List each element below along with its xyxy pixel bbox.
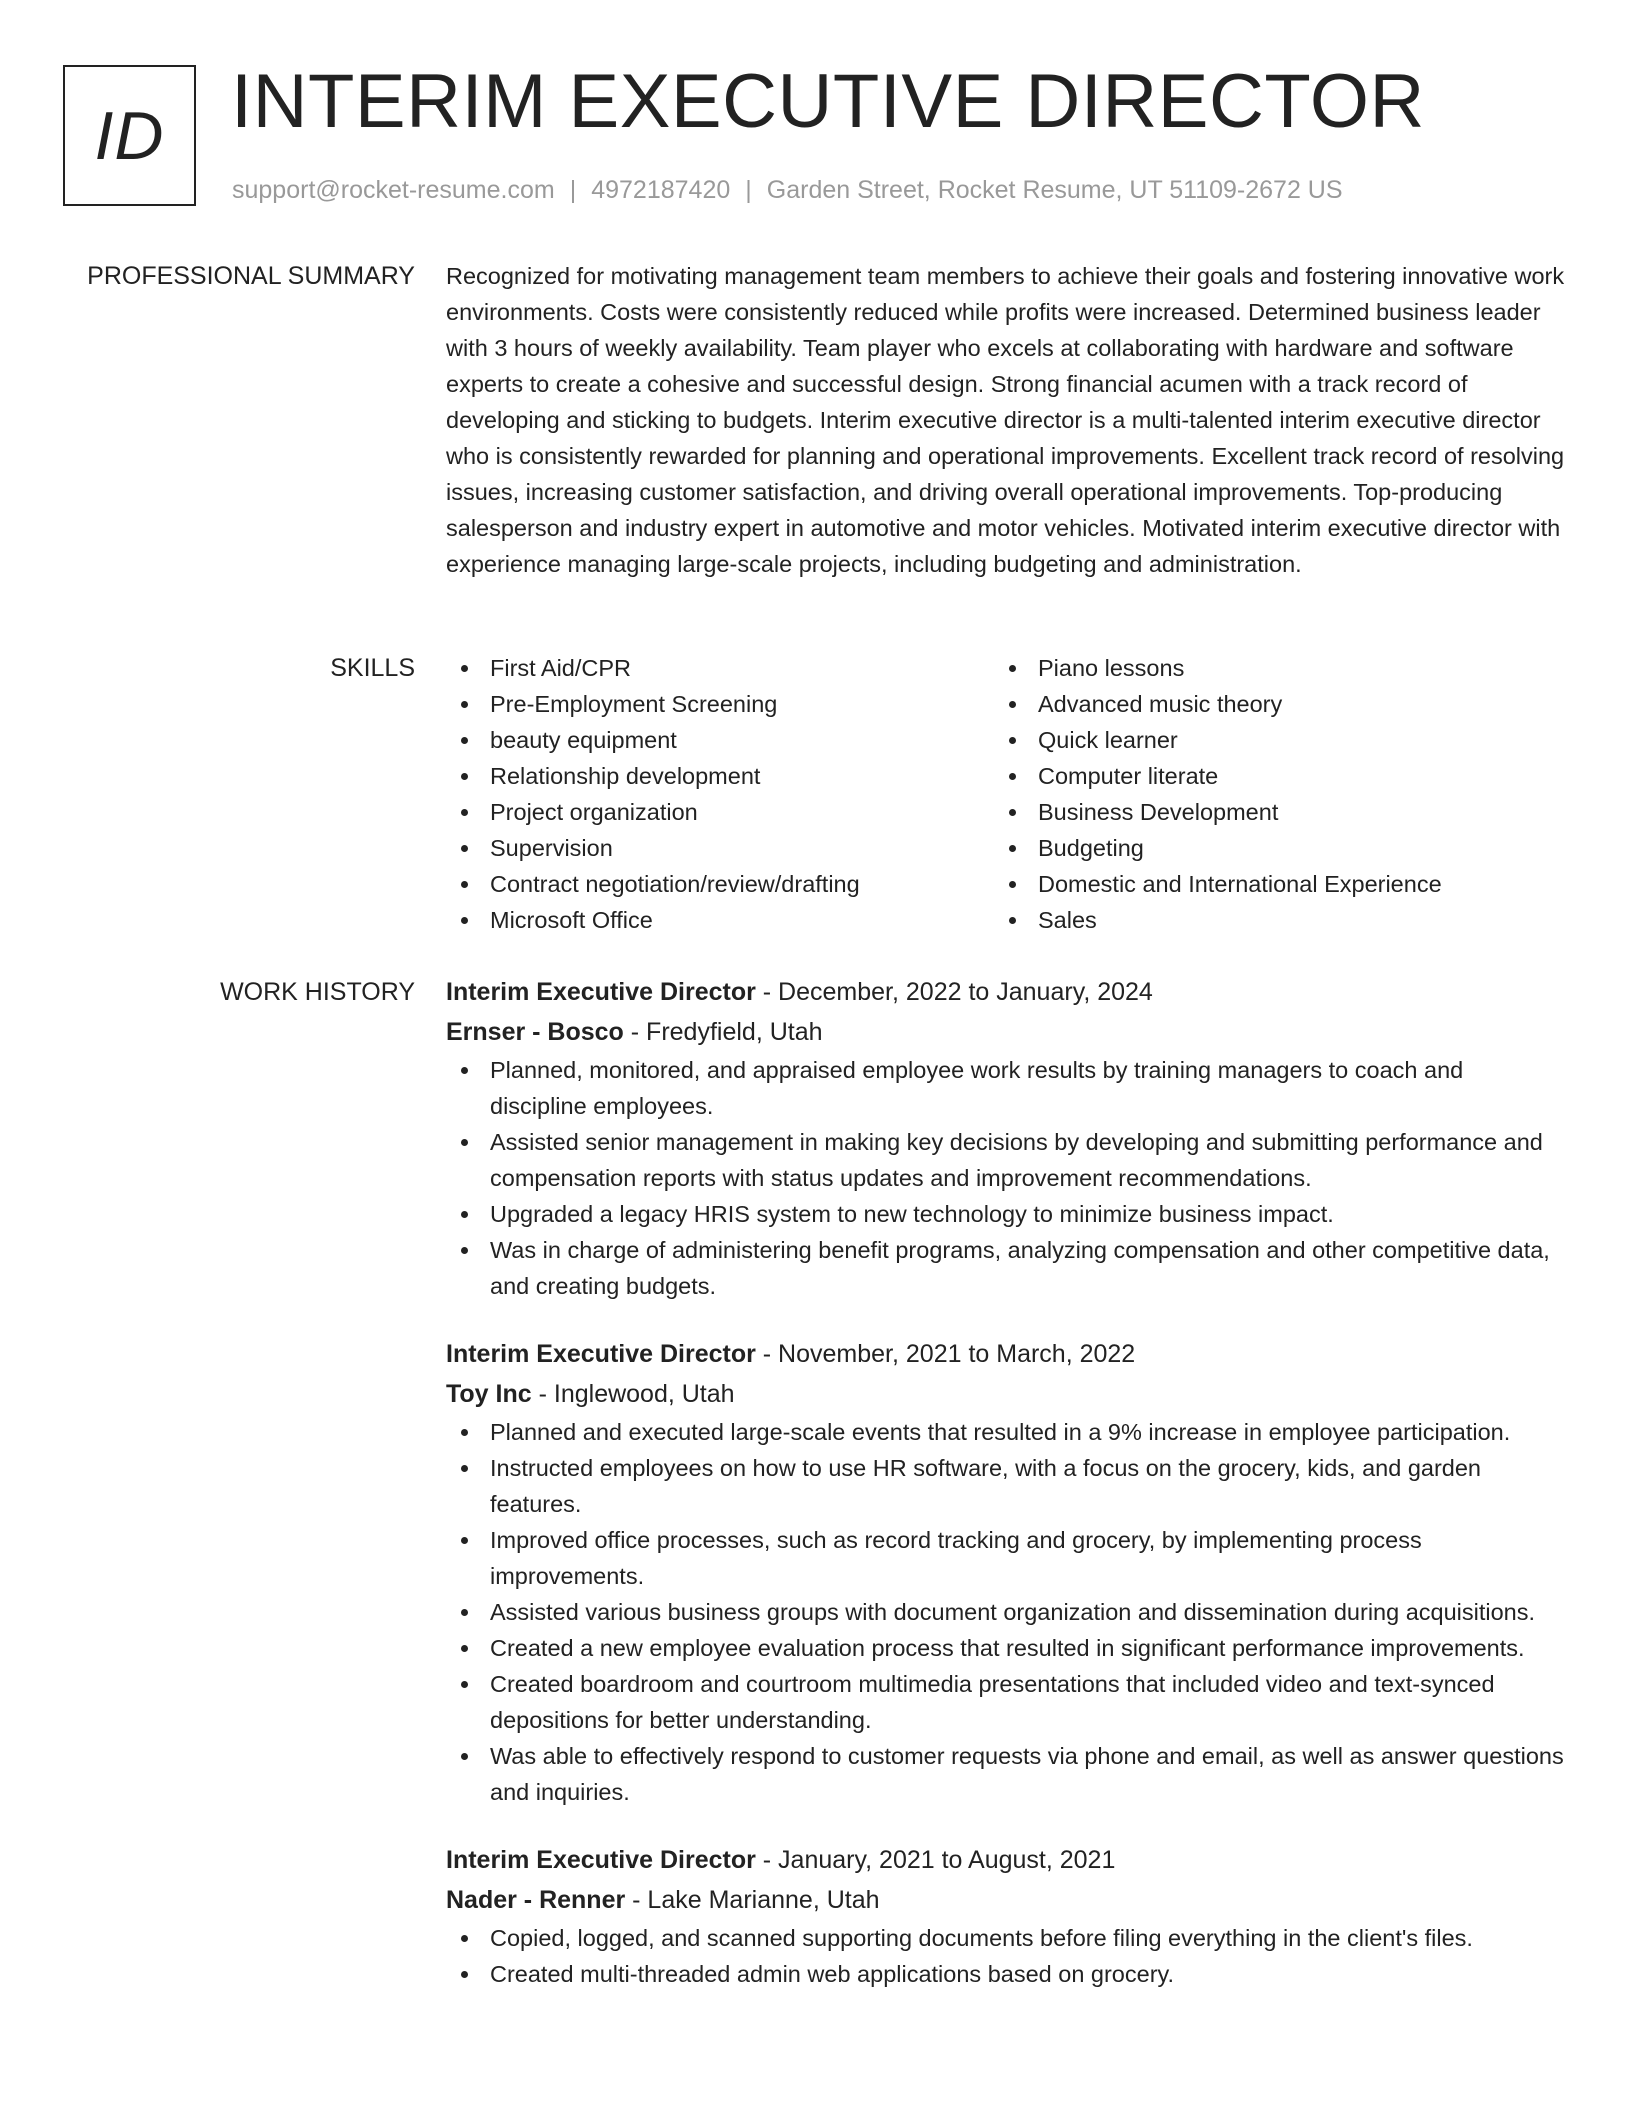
job-title-line	[446, 1334, 1566, 1374]
job-title: Interim Executive Director	[446, 1340, 756, 1368]
skills-body	[446, 650, 1566, 938]
skill-item: Relationship development	[446, 758, 994, 794]
job-dates: - December, 2022 to January, 2024	[755, 978, 1153, 1006]
job-duty: Instructed employees on how to use HR software, with a focus on the grocery, kids, and garden features.	[446, 1450, 1566, 1522]
job-duty: Assisted senior management in making key decisions by developing and submitting performance and compensation reports with status updates and improvement recommendations.	[446, 1124, 1566, 1196]
job-duty: Was able to effectively respond to customer requests via phone and email, as well as answer questions and inquiries.	[446, 1738, 1566, 1810]
job-duty: Improved office processes, such as record tracking and grocery, by implementing process improvements.	[446, 1522, 1566, 1594]
summary-heading: PROFESSIONAL SUMMARY	[87, 262, 415, 290]
job-duty: Copied, logged, and scanned supporting documents before filing everything in the client's files.	[446, 1920, 1566, 1956]
job-duties-list	[446, 1052, 1566, 1304]
job-entry	[446, 1334, 1566, 1810]
job-location: - Inglewood, Utah	[531, 1380, 735, 1408]
job-title: Interim Executive Director	[446, 978, 756, 1006]
contact-separator: |	[745, 176, 752, 204]
job-duty: Upgraded a legacy HRIS system to new technology to minimize business impact.	[446, 1196, 1566, 1232]
job-company-line	[446, 1012, 1566, 1052]
summary-text: Recognized for motivating management team members to achieve their goals and fostering innovative work environments. Costs were consistently reduced while profits were increased. Determined business leader with 3 hours of weekly availability. Team player who excels at collaborating with hardware and software experts to create a cohesive and successful design. Strong financial acumen with a track record of developing and sticking to budgets. Interim executive director is a multi-talented interim executive director who is consistently rewarded for planning and operational improvements. Excellent track record of resolving issues, increasing customer satisfaction, and driving overall operational improvements. Top-producing salesperson and industry expert in automotive and motor vehicles. Motivated interim executive director with experience managing large-scale projects, including budgeting and administration.	[446, 263, 1565, 577]
job-duty: Planned and executed large-scale events that resulted in a 9% increase in employee participation.	[446, 1414, 1566, 1450]
job-duty: Assisted various business groups with document organization and dissemination during acquisitions.	[446, 1594, 1566, 1630]
job-company: Toy Inc	[446, 1380, 532, 1408]
skill-item: Supervision	[446, 830, 994, 866]
job-duty: Was in charge of administering benefit programs, analyzing compensation and other competitive data, and creating budgets.	[446, 1232, 1566, 1304]
job-duties-list	[446, 1414, 1566, 1810]
skills-grid	[446, 650, 1566, 938]
job-dates: - January, 2021 to August, 2021	[755, 1846, 1116, 1874]
skill-item: Sales	[994, 902, 1542, 938]
skill-item: Microsoft Office	[446, 902, 994, 938]
job-company-line	[446, 1880, 1566, 1920]
summary-body	[446, 258, 1566, 582]
skills-list-right	[994, 650, 1542, 938]
job-duties-list	[446, 1920, 1566, 1992]
skill-item: Project organization	[446, 794, 994, 830]
job-duty: Planned, monitored, and appraised employee work results by training managers to coach and discipline employees.	[446, 1052, 1566, 1124]
skill-item: Contract negotiation/review/drafting	[446, 866, 994, 902]
contact-address: Garden Street, Rocket Resume, UT 51109-2672 US	[766, 176, 1343, 204]
contact-email[interactable]: support@rocket-resume.com	[232, 176, 555, 204]
job-location: - Lake Marianne, Utah	[625, 1886, 880, 1914]
contact-separator: |	[569, 176, 577, 204]
work-history-heading: WORK HISTORY	[220, 978, 415, 1006]
skill-item: Business Development	[994, 794, 1542, 830]
job-location: - Fredyfield, Utah	[623, 1018, 823, 1046]
job-company: Ernser - Bosco	[446, 1018, 624, 1046]
skill-item: beauty equipment	[446, 722, 994, 758]
job-title: Interim Executive Director	[446, 1846, 756, 1874]
monogram-initials: ID	[94, 97, 165, 174]
skill-item: Budgeting	[994, 830, 1542, 866]
job-title-line	[446, 1840, 1566, 1880]
job-dates: - November, 2021 to March, 2022	[755, 1340, 1136, 1368]
skill-item: Piano lessons	[994, 650, 1542, 686]
job-title-line	[446, 972, 1566, 1012]
job-duty: Created a new employee evaluation process that resulted in significant performance improvements.	[446, 1630, 1566, 1666]
contact-phone[interactable]: 4972187420	[591, 176, 731, 204]
skill-item: Domestic and International Experience	[994, 866, 1542, 902]
job-duty: Created multi-threaded admin web applications based on grocery.	[446, 1956, 1566, 1992]
contact-line	[232, 173, 1343, 207]
skill-item: Computer literate	[994, 758, 1542, 794]
job-company-line	[446, 1374, 1566, 1414]
skills-list-left	[446, 650, 994, 938]
monogram-box	[63, 65, 196, 206]
job-company: Nader - Renner	[446, 1886, 626, 1914]
skill-item: Advanced music theory	[994, 686, 1542, 722]
skill-item: Quick learner	[994, 722, 1542, 758]
skills-heading: SKILLS	[330, 654, 415, 682]
skill-item: Pre-Employment Screening	[446, 686, 994, 722]
resume-title: INTERIM EXECUTIVE DIRECTOR	[231, 59, 1425, 144]
skill-item: First Aid/CPR	[446, 650, 994, 686]
job-entry	[446, 1840, 1566, 1992]
job-duty: Created boardroom and courtroom multimedia presentations that included video and text-synced depositions for better understanding.	[446, 1666, 1566, 1738]
work-history-body	[446, 972, 1566, 2022]
job-entry	[446, 972, 1566, 1304]
